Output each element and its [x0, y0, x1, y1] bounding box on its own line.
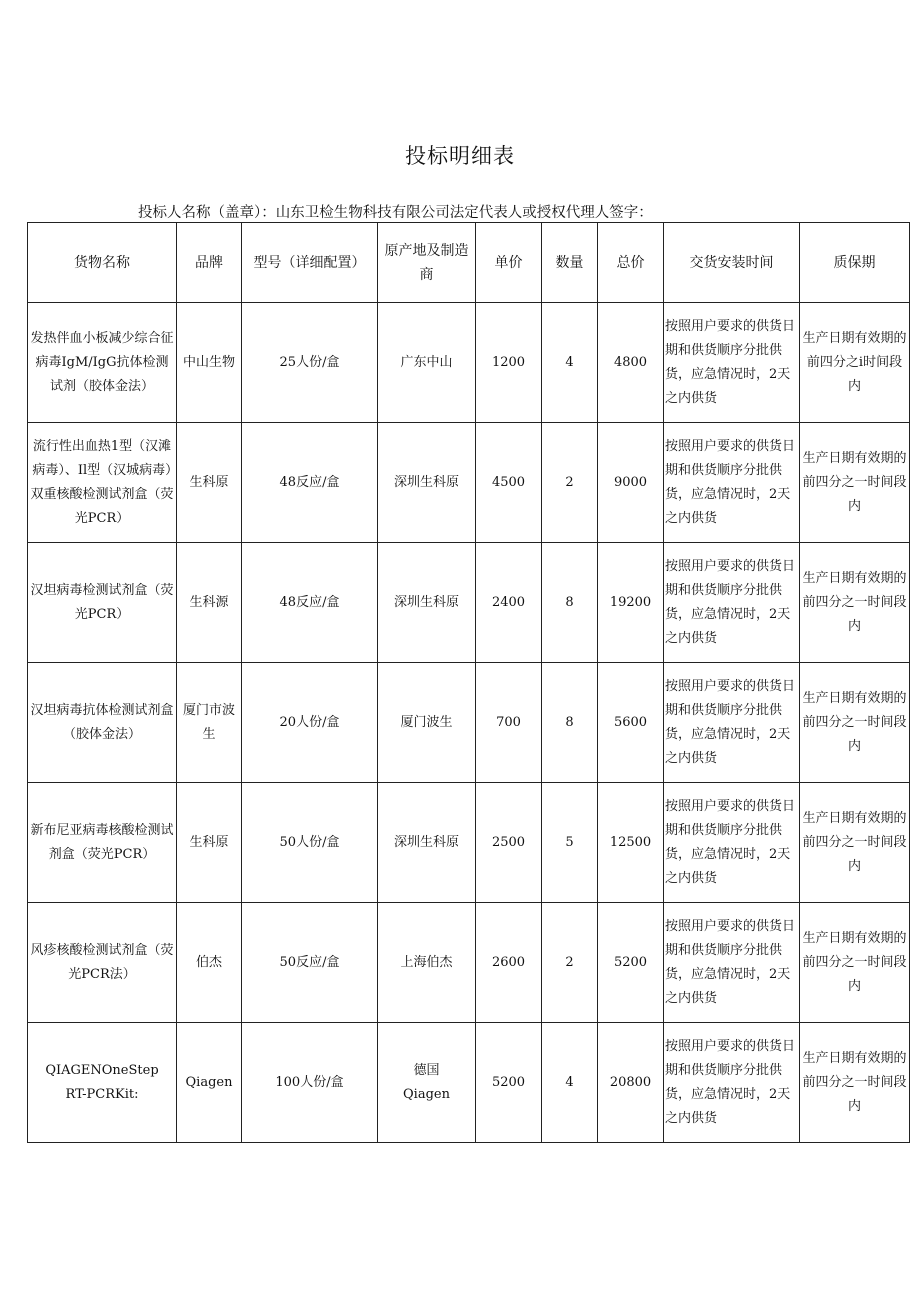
table-row — [28, 1023, 910, 1143]
cell-total: 19200 — [598, 543, 664, 663]
table-header-row — [28, 223, 910, 303]
cell-brand: 中山生物 — [177, 303, 242, 423]
cell-origin: 上海伯杰 — [378, 903, 476, 1023]
col-header-brand: 品牌 — [177, 223, 242, 303]
cell-name: 汉坦病毒抗体检测试剂盒（胶体金法） — [28, 663, 177, 783]
cell-qty: 2 — [542, 903, 598, 1023]
bid-detail-table — [27, 222, 910, 1143]
bidder-line: 投标人名称（盖章）：山东卫检生物科技有限公司法定代表人或授权代理人签字： — [138, 205, 653, 221]
cell-name: 发热伴血小板减少综合征病毒IgM/IgG抗体检测试剂（胶体金法） — [28, 303, 177, 423]
cell-origin: 深圳生科原 — [378, 783, 476, 903]
cell-total: 5200 — [598, 903, 664, 1023]
cell-name: 汉坦病毒检测试剂盒（荧光PCR） — [28, 543, 177, 663]
col-header-total: 总价 — [598, 223, 664, 303]
cell-delivery: 按照用户要求的供货日期和供货顺序分批供货，应急情况时，2天 之内供货 — [664, 783, 800, 903]
cell-name: 新布尼亚病毒核酸检测试剂盒（荧光PCR） — [28, 783, 177, 903]
cell-qty: 2 — [542, 423, 598, 543]
cell-qty: 8 — [542, 663, 598, 783]
cell-unit-price: 1200 — [476, 303, 542, 423]
table-row — [28, 903, 910, 1023]
cell-name: 流行性出血热1型（汉滩病毒）、Il型（汉城病毒）双重核酸检测试剂盒（荧光PCR） — [28, 423, 177, 543]
col-header-delivery: 交货安装时间 — [664, 223, 800, 303]
cell-unit-price: 5200 — [476, 1023, 542, 1143]
cell-unit-price: 2400 — [476, 543, 542, 663]
cell-brand: 生科原 — [177, 783, 242, 903]
table-row — [28, 303, 910, 423]
cell-warranty: 生产日期有效期的前四分之一时间段内 — [800, 663, 910, 783]
cell-warranty: 生产日期有效期的前四分之一时间段内 — [800, 783, 910, 903]
cell-origin: 深圳生科原 — [378, 543, 476, 663]
cell-brand: Qiagen — [177, 1023, 242, 1143]
cell-model: 48反应/盒 — [242, 423, 378, 543]
col-header-unit-price: 单价 — [476, 223, 542, 303]
cell-brand: 伯杰 — [177, 903, 242, 1023]
cell-qty: 4 — [542, 303, 598, 423]
cell-origin: 德国 Qiagen — [378, 1023, 476, 1143]
col-header-name: 货物名称 — [28, 223, 177, 303]
cell-brand: 生科源 — [177, 543, 242, 663]
cell-unit-price: 2600 — [476, 903, 542, 1023]
cell-total: 12500 — [598, 783, 664, 903]
col-header-origin: 原产地及制造商 — [378, 223, 476, 303]
cell-warranty: 生产日期有效期的前四分之一时间段内 — [800, 423, 910, 543]
cell-name: 风疹核酸检测试剂盒（荧光PCR法） — [28, 903, 177, 1023]
cell-model: 100人份/盒 — [242, 1023, 378, 1143]
cell-delivery: 按照用户要求的供货日期和供货顺序分批供货，应急情况时，2天 之内供货 — [664, 303, 800, 423]
cell-delivery: 按照用户要求的供货日期和供货顺序分批供货，应急情况时，2天 之内供货 — [664, 543, 800, 663]
col-header-warranty: 质保期 — [800, 223, 910, 303]
cell-delivery: 按照用户要求的供货日期和供货顺序分批供货，应急情况时，2天 之内供货 — [664, 423, 800, 543]
cell-total: 20800 — [598, 1023, 664, 1143]
cell-unit-price: 4500 — [476, 423, 542, 543]
cell-model: 25人份/盒 — [242, 303, 378, 423]
document-title: 投标明细表 — [405, 144, 515, 168]
cell-delivery: 按照用户要求的供货日期和供货顺序分批供货，应急情况时，2天之内供货 — [664, 903, 800, 1023]
cell-total: 9000 — [598, 423, 664, 543]
cell-brand: 生科原 — [177, 423, 242, 543]
cell-unit-price: 700 — [476, 663, 542, 783]
cell-model: 50反应/盒 — [242, 903, 378, 1023]
cell-unit-price: 2500 — [476, 783, 542, 903]
cell-qty: 8 — [542, 543, 598, 663]
cell-warranty: 生产日期有效期的前四分之一时间段内 — [800, 1023, 910, 1143]
cell-model: 50人份/盒 — [242, 783, 378, 903]
cell-brand: 厦门市波生 — [177, 663, 242, 783]
cell-delivery: 按照用户要求的供货日期和供货顺序分批供货，应急情况时，2天 之内供货 — [664, 663, 800, 783]
table-row — [28, 663, 910, 783]
table-row — [28, 423, 910, 543]
cell-name: QIAGENOneStep RT-PCRKit: — [28, 1023, 177, 1143]
table-row — [28, 543, 910, 663]
cell-warranty: 生产日期有效期的前四分之i时间段内 — [800, 303, 910, 423]
cell-total: 4800 — [598, 303, 664, 423]
cell-warranty: 生产日期有效期的前四分之一时间段内 — [800, 903, 910, 1023]
cell-origin: 深圳生科原 — [378, 423, 476, 543]
table-row — [28, 783, 910, 903]
cell-model: 48反应/盒 — [242, 543, 378, 663]
cell-total: 5600 — [598, 663, 664, 783]
col-header-model: 型号（详细配置） — [242, 223, 378, 303]
cell-qty: 4 — [542, 1023, 598, 1143]
cell-warranty: 生产日期有效期的前四分之一时间段内 — [800, 543, 910, 663]
cell-origin: 厦门波生 — [378, 663, 476, 783]
col-header-qty: 数量 — [542, 223, 598, 303]
cell-model: 20人份/盒 — [242, 663, 378, 783]
cell-origin: 广东中山 — [378, 303, 476, 423]
cell-qty: 5 — [542, 783, 598, 903]
cell-delivery: 按照用户要求的供货日期和供货顺序分批供货，应急情况时，2天 之内供货 — [664, 1023, 800, 1143]
